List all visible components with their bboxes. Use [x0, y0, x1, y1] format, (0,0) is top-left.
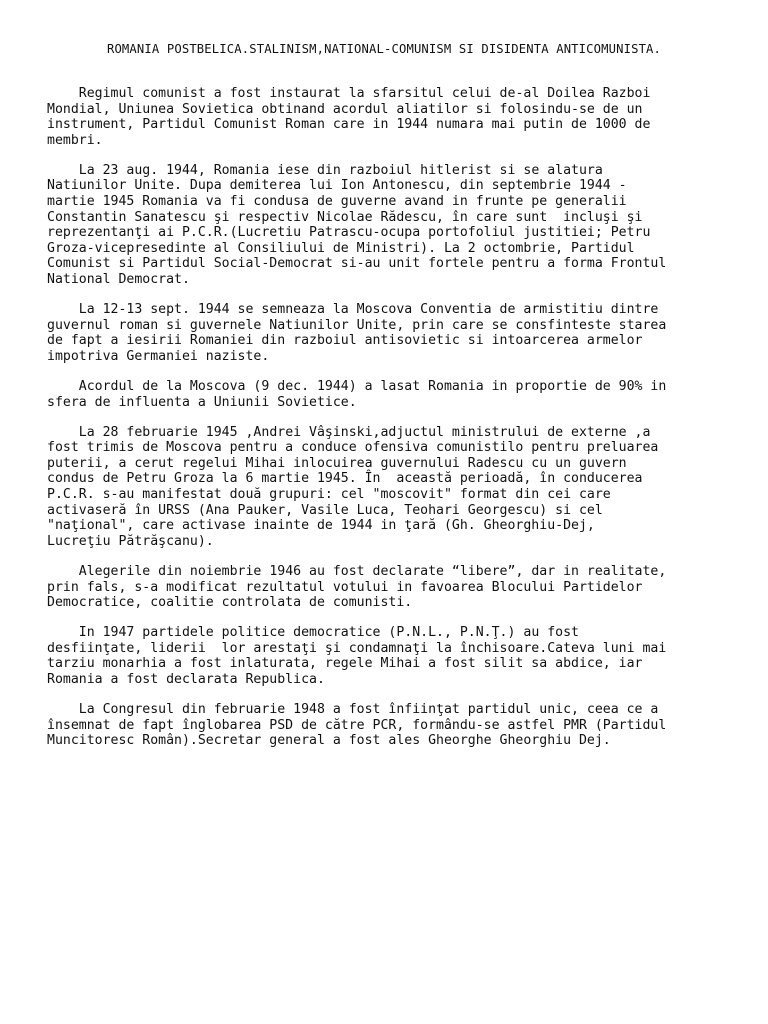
paragraph-3: La 12-13 sept. 1944 se semneaza la Moscova Conventia de armistitiu dintre guvernul roman si guvernele Natiunilor Unite, prin care se consfinteste starea de fapt a iesirii Romaniei din razboiul antisovietic si intoarcerea armelor impotriva Germaniei naziste. [47, 302, 667, 364]
document-body [47, 86, 727, 763]
paragraph-8: La Congresul din februarie 1948 a fost înfiinţat partidul unic, ceea ce a însemnat de fapt înglobarea PSD de către PCR, formându-se astfel PMR (Partidul Muncitoresc Român).Secretar general a fost ales Gheorghe Gheorghiu Dej. [47, 702, 667, 749]
paragraph-6: Alegerile din noiembrie 1946 au fost declarate “libere”, dar in realitate, prin fals, s-a modificat rezultatul votului in favoarea Blocului Partidelor Democratice, coalitie controlata de comunisti. [47, 563, 667, 611]
paragraph-4: Acordul de la Moscova (9 dec. 1944) a lasat Romania in proportie de 90% in sfera de influenta a Uniunii Sovietice. [47, 379, 667, 410]
paragraph-2: La 23 aug. 1944, Romania iese din razboiul hitlerist si se alatura Natiunilor Unite. Dupa demiterea lui Ion Antonescu, din septembrie 1944 - martie 1945 Romania va fi condusa de guverne avand in frunte pe generalii Constantin Sanatescu şi respectiv Nicolae Rădescu, în care sunt incluşi şi reprezentanţi ai P.C.R.(Lucretiu Patrascu-ocupa portofoliul justitiei; Petru Groza-vicepresedinte al Consiliului de Ministri). La 2 octombrie, Partidul Comunist si Partidul Social-Democrat si-au unit fortele pentru a forma Frontul National Democrat. [47, 162, 667, 288]
paragraph-1: Regimul comunist a fost instaurat la sfarsitul celui de-al Doilea Razboi Mondial, Uniunea Sovietica obtinand acordul aliatilor si folosindu-se de un instrument, Partidul Comunist Roman care in 1944 numara mai putin de 1000 de membri. [47, 86, 651, 148]
document-title: ROMANIA POSTBELICA.STALINISM,NATIONAL-COMUNISM SI DISIDENTA ANTICOMUNISTA. [106, 42, 662, 56]
paragraph-5: La 28 februarie 1945 ,Andrei Vâşinski,adjuctul ministrului de externe ,a fost trimis de Moscova pentru a conduce ofensiva comunistilo pentru preluarea puterii, a cerut regelui Mihai inlocuirea guvernului Radescu cu un guvern condus de Petru Groza la 6 martie 1945. În această perioadă, în conducerea P.C.R. s-au manifestat două grupuri: cel "moscovit" format din cei care activaseră în URSS (Ana Pauker, Vasile Luca, Teohari Georgescu) si cel "naţional", care activase inainte de 1944 in ţară (Gh. Gheorghiu-Dej, Lucreţiu Pătrăşcanu). [47, 424, 659, 549]
paragraph-7: In 1947 partidele politice democratice (P.N.L., P.N.Ţ.) au fost desfiinţate, liderii lor arestaţi şi condamnaţi la închisoare.Cateva luni mai tarziu monarhia a fost inlaturata, regele Mihai a fost silit sa abdice, iar Romania a fost declarata Republica. [47, 625, 667, 687]
